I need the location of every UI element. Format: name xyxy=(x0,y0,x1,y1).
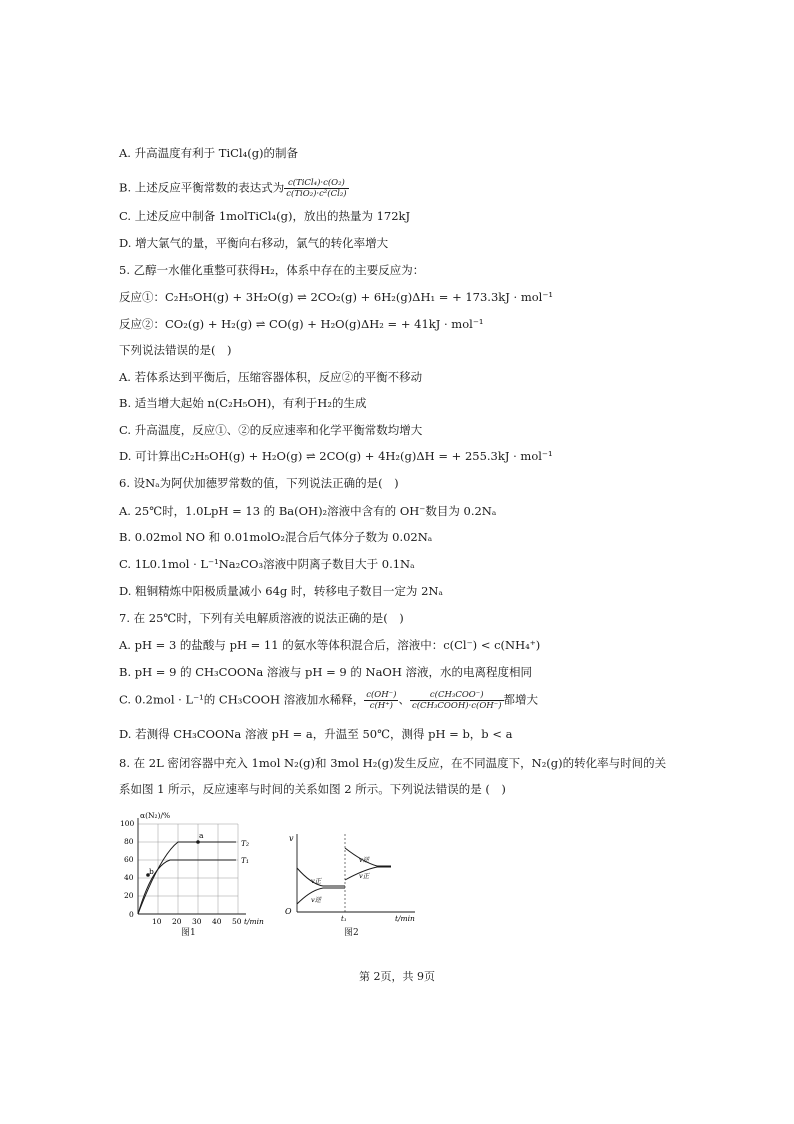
figure-2-xlabel: t/min xyxy=(395,914,415,923)
q5-option-a: A. 若体系达到平衡后，压缩容器体积，反应②的平衡不移动 xyxy=(119,370,423,384)
question-7-stem: 7. 在 25℃时，下列有关电解质溶液的说法正确的是( ) xyxy=(119,611,404,625)
y-tick: 40 xyxy=(124,873,134,882)
fraction-numerator: c(TiCl₄)·c(O₂) xyxy=(284,178,348,189)
figure-2-t1: t₁ xyxy=(341,915,347,923)
separator: 、 xyxy=(398,692,410,707)
q7-option-c-tail: 都增大 xyxy=(503,692,539,707)
fraction-denominator: c(CH₃COOH)·c(OH⁻) xyxy=(411,701,502,711)
q7-option-a: A. pH = 3 的盐酸与 pH = 11 的氨水等体积混合后，溶液中：c(Cl⁻) < c(NH₄⁺) xyxy=(119,638,541,652)
q5-option-c: C. 升高温度，反应①、②的反应速率和化学平衡常数均增大 xyxy=(119,423,423,437)
equilibrium-constant-fraction xyxy=(284,178,348,199)
y-tick: 20 xyxy=(124,891,134,900)
q5-option-d: D. 可计算出C₂H₅OH(g) + H₂O(g) ⇌ 2CO(g) + 4H₂(g)ΔH = + 255.3kJ · mol⁻¹ xyxy=(119,449,553,463)
label-v-forward: v正 xyxy=(311,877,322,885)
q7-option-c-text: C. 0.2mol · L⁻¹的 CH₃COOH 溶液加水稀释， xyxy=(119,692,365,707)
reaction-1: 反应①：C₂H₅OH(g) + 3H₂O(g) ⇌ 2CO₂(g) + 6H₂(g)ΔH₁ = + 173.3kJ · mol⁻¹ xyxy=(119,290,554,304)
option-b-text: B. 上述反应平衡常数的表达式为 xyxy=(119,180,285,195)
fraction-denominator: c(H⁺) xyxy=(369,701,393,711)
label-v-forward-after: v正 xyxy=(359,872,370,880)
point-label-a: a xyxy=(199,831,204,840)
q6-option-d: D. 粗铜精炼中阳极质量减小 64g 时，转移电子数目一定为 2Nₐ xyxy=(119,584,443,598)
figure-2-caption: 图2 xyxy=(344,928,359,938)
x-tick: 10 xyxy=(152,917,162,926)
ratio-fraction-1 xyxy=(364,690,398,711)
x-tick: 20 xyxy=(172,917,182,926)
curve-label-t1: T₁ xyxy=(241,856,250,865)
q6-option-c: C. 1L0.1mol · L⁻¹Na₂CO₃溶液中阴离子数目大于 0.1Nₐ xyxy=(119,557,415,571)
x-tick: 50 xyxy=(232,917,242,926)
question-5-prompt: 下列说法错误的是( ) xyxy=(119,343,232,357)
figure-1-conversion-chart xyxy=(118,810,283,938)
reaction-2: 反应②：CO₂(g) + H₂(g) ⇌ CO(g) + H₂O(g)ΔH₂ = + 41kJ · mol⁻¹ xyxy=(119,317,484,331)
figure-2-rate-chart xyxy=(283,828,423,926)
x-tick: 40 xyxy=(212,917,222,926)
y-tick: 0 xyxy=(129,910,134,919)
option-b-line xyxy=(119,178,349,199)
page-footer: 第 2页，共 9页 xyxy=(359,970,435,983)
q7-option-b: B. pH = 9 的 CH₃COONa 溶液与 pH = 9 的 NaOH 溶液，水的电离程度相同 xyxy=(119,665,533,679)
label-v-reverse-after: v逆 xyxy=(359,856,370,864)
question-8-stem-cont: 系如图 1 所示，反应速率与时间的关系如图 2 所示。下列说法错误的是 ( ) xyxy=(119,782,506,796)
option-c-line: C. 上述反应中制备 1molTiCl₄(g)，放出的热量为 172kJ xyxy=(119,209,411,223)
option-d-line: D. 增大氯气的量，平衡向右移动，氯气的转化率增大 xyxy=(119,236,389,250)
curve-label-t2: T₂ xyxy=(241,839,250,848)
question-6-stem: 6. 设Nₐ为阿伏加德罗常数的值，下列说法正确的是( ) xyxy=(119,476,399,490)
question-5-stem: 5. 乙醇一水催化重整可获得H₂，体系中存在的主要反应为： xyxy=(119,263,425,277)
figure-1-caption: 图1 xyxy=(181,928,196,938)
fraction-numerator: c(CH₃COO⁻) xyxy=(410,690,504,701)
y-tick: 100 xyxy=(120,819,135,828)
ratio-fraction-2 xyxy=(410,690,504,711)
label-v-reverse: v逆 xyxy=(311,896,322,904)
y-tick: 60 xyxy=(124,855,134,864)
q6-option-a: A. 25℃时，1.0LpH = 13 的 Ba(OH)₂溶液中含有的 OH⁻数目为 0.2Nₐ xyxy=(119,504,497,518)
option-a-line: A. 升高温度有利于 TiCl₄(g)的制备 xyxy=(119,146,299,160)
fraction-numerator: c(OH⁻) xyxy=(366,690,397,700)
y-tick: 80 xyxy=(124,837,134,846)
q7-option-d: D. 若测得 CH₃COONa 溶液 pH = a，升温至 50℃，测得 pH = b，b < a xyxy=(119,727,513,741)
figure-1-ylabel: α(N₂)/% xyxy=(140,811,171,820)
q5-option-b: B. 适当增大起始 n(C₂H₅OH)，有利于H₂的生成 xyxy=(119,396,367,410)
x-tick: 30 xyxy=(192,917,202,926)
q6-option-b: B. 0.02mol NO 和 0.01molO₂混合后气体分子数为 0.02Nₐ xyxy=(119,530,433,544)
figure-2-ylabel: v xyxy=(289,834,294,843)
figure-1-xlabel: t/min xyxy=(244,917,264,926)
fraction-denominator: c(TiO₂)·c²(Cl₂) xyxy=(286,189,347,199)
figure-2-origin: O xyxy=(285,907,292,916)
q7-option-c xyxy=(119,690,538,711)
question-8-stem: 8. 在 2L 密闭容器中充入 1mol N₂(g)和 3mol H₂(g)发生反应，在不同温度下，N₂(g)的转化率与时间的关 xyxy=(119,756,667,770)
point-label-b: b xyxy=(149,867,154,876)
